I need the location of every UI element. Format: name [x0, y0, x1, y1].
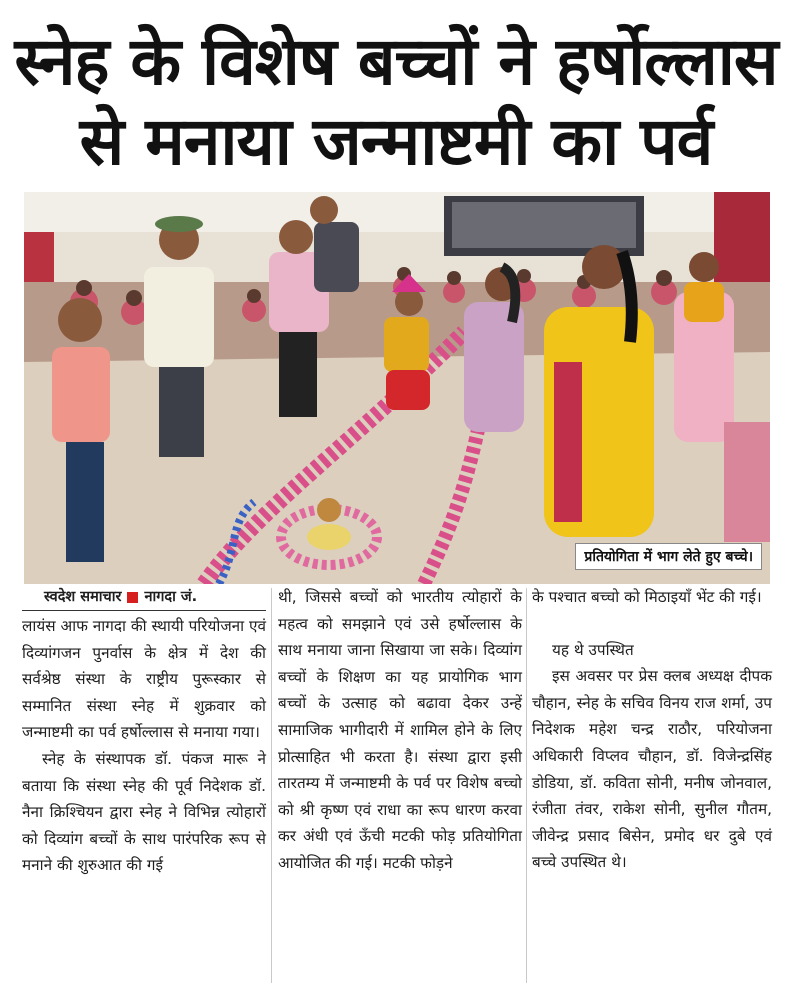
article-column-3 — [532, 584, 772, 989]
photo-caption: प्रतियोगिता में भाग लेते हुए बच्चे। — [575, 543, 762, 570]
news-photo — [24, 192, 770, 584]
photo-illustration — [24, 192, 770, 584]
column-divider — [271, 588, 272, 983]
dateline — [22, 584, 266, 611]
column-divider — [526, 588, 527, 983]
article-paragraph-4: के पश्चात बच्चो को मिठाइयाँ भेंट की गई। — [532, 588, 762, 606]
article-column-1 — [22, 584, 266, 989]
article-column-2 — [278, 584, 522, 989]
article-paragraph-5: इस अवसर पर प्रेस क्लब अध्यक्ष दीपक चौहान, स्नेह के सचिव विनय राज शर्मा, उप निदेशक महेश चन्द्र राठौर, परियोजना अधिकारी विप्लव चौहान, डॉ. विजेन्द्रसिंह डोडिया, डॉ. कविता सोनी, मनीष जोनवाल, रंजीता तंवर, राकेश सोनी, सुनील गौतम, जीवेन्द्र प्रसाद बिसेन, प्रमोद धर दुबे एवं बच्चे उपस्थित थे। — [532, 667, 772, 872]
headline-line-2: से मनाया जन्माष्टमी का पर्व — [79, 103, 713, 180]
article-paragraph-2: स्नेह के संस्थापक डॉ. पंकज मारू ने बताया कि संस्था स्नेह की पूर्व निदेशक डॉ. नैना क्रिश्चियन द्वारा स्नेह ने विभिन्न त्योहारों को दिव्यांग बच्चों के साथ पारंपरिक रूप से मनाने की शुरुआत की गई — [22, 749, 266, 875]
article-subhead: यह थे उपस्थित — [552, 640, 634, 659]
dateline-place: नागदा जं. — [144, 589, 198, 605]
headline — [0, 0, 792, 188]
article-body — [22, 584, 772, 989]
dateline-source: स्वदेश समाचार — [44, 589, 122, 605]
article-paragraph-1: लायंस आफ नागदा की स्थायी परियोजना एवं दिव्यांगजन पुनर्वास के क्षेत्र में देश की सर्वश्रेष्ठ संस्था के राष्ट्रीय पुरूस्कार से सम्मानित संस्था स्नेह में शुक्रवार को जन्माष्टमी का पर्व हर्षोल्लास से मनाया गया। — [22, 617, 266, 742]
red-square-icon — [127, 592, 138, 603]
headline-line-1: स्नेह के विशेष बच्चों ने हर्षोल्लास — [14, 23, 778, 100]
article-paragraph-3: थी, जिससे बच्चों को भारतीय त्योहारों के महत्व को समझाने एवं उसे हर्षोल्लास के साथ मनाया जाना सिखाया जा सके। दिव्यांग बच्चों के शिक्षण का यह प्रायोगिक भाग बच्चों के उत्साह को बढावा देकर उन्हें सामाजिक भागीदारी में शामिल होने के लिए प्रोत्साहित भी करता है। संस्था द्वारा इसी तारतम्य में जन्माष्टमी के पर्व पर विशेष बच्चो को श्री कृष्ण एवं राधा का रूप धारण करवा कर अंधी एवं ऊँची मटकी फोड़ प्रतियोगिता आयोजित की गई। मटकी फोड़ने — [278, 588, 522, 872]
